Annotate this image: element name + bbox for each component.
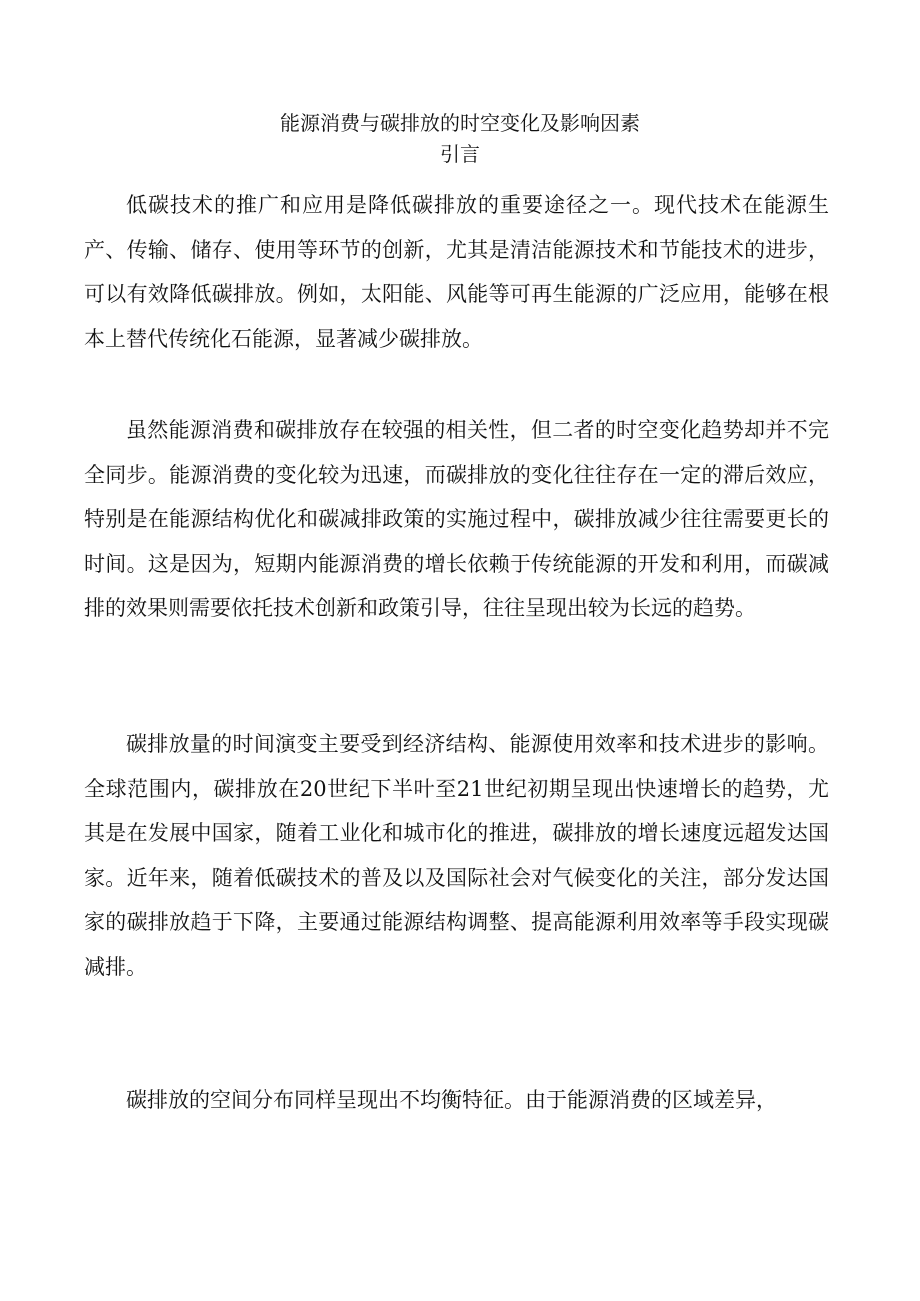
paragraph-4: 碳排放的空间分布同样呈现出不均衡特征。由于能源消费的区域差异， [126,1088,777,1112]
paragraph-2: 虽然能源消费和碳排放存在较强的相关性，但二者的时空变化趋势却并不完全同步。能源消费的变化较为迅速，而碳排放的变化往往存在一定的滞后效应，特别是在能源结构优化和碳减排政策的实施过程中，碳排放减少往往需要更长的时间。这是因为，短期内能源消费的增长依赖于传统能源的开发和利用，而碳减排的效果则需要依托技术创新和政策引导，往往呈现出较为长远的趋势。 [84,418,829,620]
section-heading: 引言 [440,142,480,166]
paragraph-1: 低碳技术的推广和应用是降低碳排放的重要途径之一。现代技术在能源生产、传输、储存、使用等环节的创新，尤其是清洁能源技术和节能技术的进步，可以有效降低碳排放。例如，太阳能、风能等可再生能源的广泛应用，能够在根本上替代传统化石能源，显著减少碳排放。 [84,193,829,351]
paragraph-3: 碳排放量的时间演变主要受到经济结构、能源使用效率和技术进步的影响。全球范围内，碳排放在20世纪下半叶至21世纪初期呈现出快速增长的趋势，尤其是在发展中国家，随着工业化和城市化的推进，碳排放的增长速度远超发达国家。近年来，随着低碳技术的普及以及国际社会对气候变化的关注，部分发达国家的碳排放趋于下降，主要通过能源结构调整、提高能源利用效率等手段实现碳减排。 [84,732,829,979]
document-title: 能源消费与碳排放的时空变化及影响因素 [280,111,640,135]
